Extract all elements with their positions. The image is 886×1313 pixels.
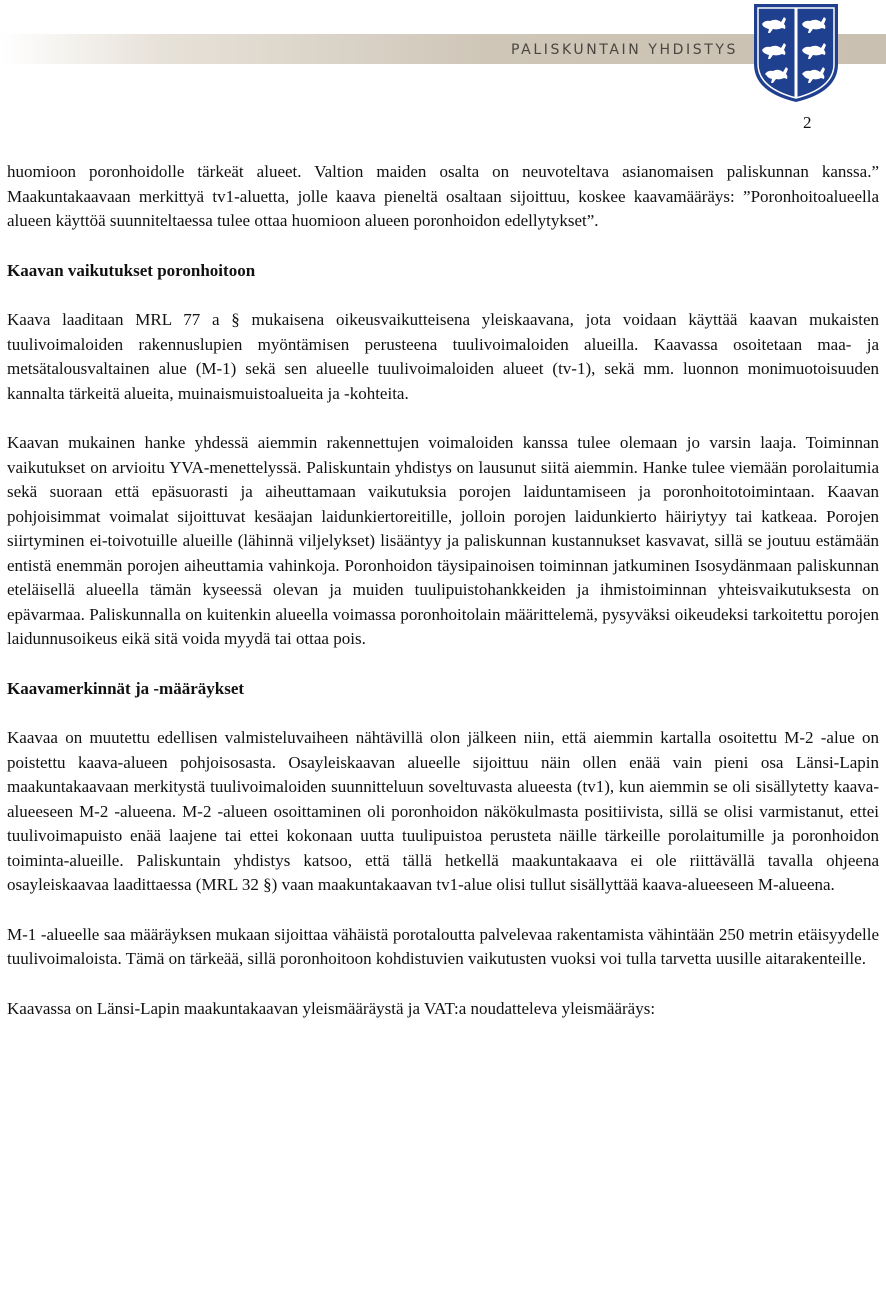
- page-number: 2: [803, 113, 812, 132]
- paragraph: Kaavan mukainen hanke yhdessä aiemmin rakennettujen voimaloiden kanssa tulee olemaan jo varsin laaja. Toiminnan vaikutukset on arvioitu YVA-menettelyssä. Paliskuntain yhdistys on lausunut siitä aiemmin. Hanke tulee viemään porolaitumia sekä suoraan että epäsuorasti ja aiheuttamaan vaikutuksia porojen laiduntamiseen ja poronhoitotoimintaan. Kaavan pohjoisimmat voimalat sijoittuvat kesäajan laidunkiertoreitille, jolloin porojen laidunkierto häiriytyy tai katkeaa. Porojen siirtyminen ei-toivotuille alueille (lähinnä viljelykset) lisääntyy ja paliskunnan kustannukset kasvavat, sillä se joutuu estämään entistä enemmän porojen aiheuttamia vahinkoja. Poronhoidon täysipainoisen toiminnan jatkuminen Isosydänmaan paliskunnan eteläisellä alueella tämän kyseessä olevan ja muiden tuulipuistohankkeiden ja ihmistoiminnan yhteisvaikutuksesta on epävarmaa. Paliskunnalla on kuitenkin alueella voimassa poronhoitolain määrittelemä, pysyväksi oikeudeksi tarkoitettu porojen laidunnusoikeus eikä sitä voida myydä tai ottaa pois.: [7, 433, 879, 648]
- paragraph: Kaavassa on Länsi-Lapin maakuntakaavan yleismääräystä ja VAT:a noudatteleva yleismääräys:: [7, 998, 656, 1018]
- reindeer-coat-of-arms-icon: [752, 2, 840, 104]
- paragraph: Kaavaa on muutettu edellisen valmisteluvaiheen nähtävillä olon jälkeen niin, että aiemmin kartalla osoitettu M-2 -alue on poistettu kaava-alueen pohjoisosasta. Osayleiskaavan alueelle sijoittuu näin ollen enää vain pieni osa Länsi-Lapin maakuntakaavaan merkitystä tuulivoimaloiden suunnitteluun soveltuvasta alueesta (tv1), kun aiemmin se oli sisällytetty kaava-alueeseen M-2 -alueena. M-2 -alueen osoittaminen oli poronhoidon näkökulmasta positiivista, sillä se olisi varmistanut, ettei tuulivoimapuisto enää laajene tai ettei kokonaan uutta tuulipuistoa perusteta näille tärkeille porolaitumille ja poronhoidon toiminta-alueille. Paliskuntain yhdistys katsoo, että tällä hetkellä maakuntakaava ei ole riittävällä tavalla ohjeena osayleiskaavaa laadittaessa (MRL 32 §) vaan maakuntakaavan tv1-alue olisi tullut sisällyttää kaava-alueeseen M-alueena.: [7, 728, 879, 894]
- section-heading: Kaavamerkinnät ja -määräykset: [7, 678, 245, 698]
- paragraph: huomioon poronhoidolle tärkeät alueet. Valtion maiden osalta on neuvoteltava asianomaisen paliskunnan kanssa.” Maakuntakaavaan merkittyä tv1-aluetta, jolle kaava pieneltä osaltaan sijoittuu, koskee kaavamääräys: ”Poronhoitoalueella alueen käyttöä suunniteltaessa tulee ottaa huomioon alueen poronhoidon edellytykset”.: [7, 162, 879, 230]
- paragraph: Kaava laaditaan MRL 77 a § mukaisena oikeusvaikutteisena yleiskaavana, jota voidaan käyttää kaavan mukaisten tuulivoimaloiden rakennuslupien myöntämisen perusteena tuulivoimaloiden alueilla. Kaavassa osoitetaan maa- ja metsätalousvaltainen alue (M-1) sekä sen alueelle tuulivoimaloiden alueet (tv-1), sekä mm. luonnon monimuotoisuuden kannalta tärkeitä alueita, muinaismuistoalueita ja -kohteita.: [7, 310, 879, 403]
- organization-name: PALISKUNTAIN YHDISTYS: [511, 42, 739, 58]
- paragraph: M-1 -alueelle saa määräyksen mukaan sijoittaa vähäistä porotaloutta palvelevaa rakentamista vähintään 250 metrin etäisyydelle tuulivoimaloista. Tämä on tärkeää, sillä poronhoitoon kohdistuvien vaikutusten vuoksi voi tulla tarvetta uusille aitarakenteille.: [7, 924, 879, 968]
- document-body: [7, 160, 879, 1021]
- section-heading: Kaavan vaikutukset poronhoitoon: [7, 260, 256, 280]
